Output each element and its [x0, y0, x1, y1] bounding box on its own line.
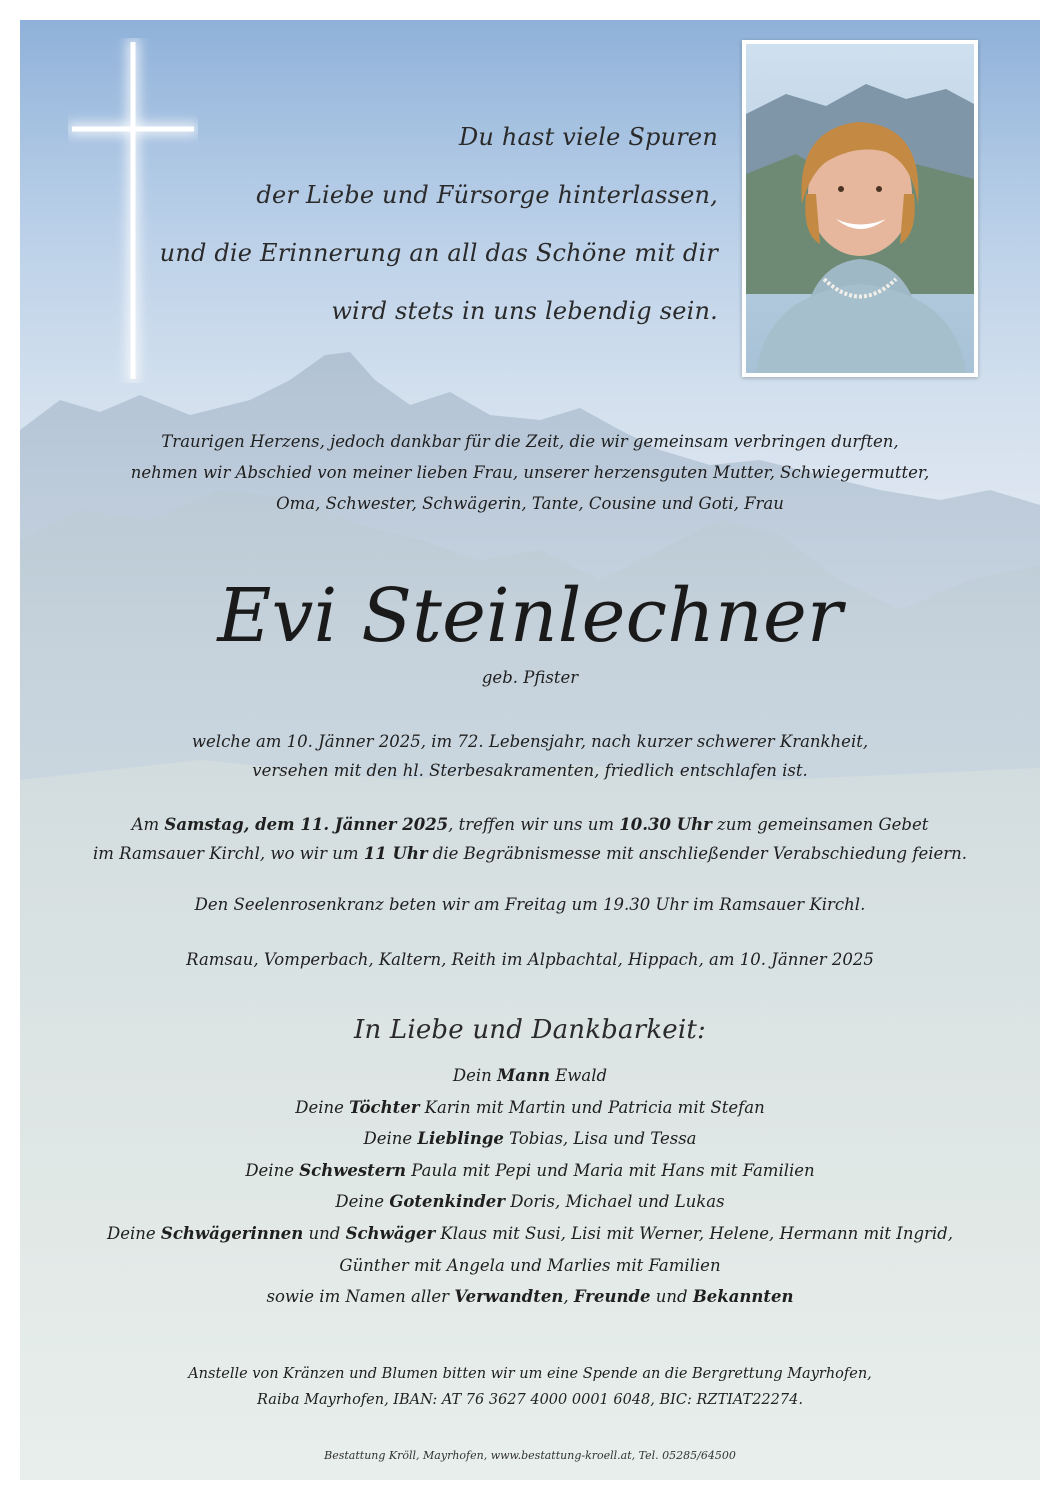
service-line-2 [20, 839, 1040, 868]
deceased-name: Evi Steinlechner [217, 573, 843, 659]
mourner-line: Günther mit Angela und Marlies mit Familien [339, 1255, 721, 1275]
relation: Schwestern [299, 1160, 406, 1180]
service-line-1 [20, 810, 1040, 839]
obituary-sheet [20, 20, 1040, 1480]
text: Deine [295, 1097, 350, 1117]
mourner-line [20, 1218, 1040, 1250]
intro-line: Oma, Schwester, Schwägerin, Tante, Cousine und Goti, Frau [276, 494, 784, 513]
mourner-line [20, 1155, 1040, 1187]
death-notice [20, 727, 1040, 785]
portrait-photo [746, 44, 974, 373]
thanks-heading: In Liebe und Dankbarkeit: [353, 1015, 707, 1045]
relation: Gotenkinder [389, 1192, 505, 1212]
quote-line: und die Erinnerung an all das Schöne mit dir [159, 239, 718, 267]
service-date: Samstag, dem 11. Jänner 2025 [164, 815, 449, 834]
memorial-quote [160, 108, 718, 340]
mourners-list [20, 1060, 1040, 1313]
relation: Schwäger [345, 1223, 436, 1243]
text: im Ramsauer Kirchl, wo wir um [92, 844, 364, 863]
text: , [563, 1287, 574, 1307]
text: zum gemeinsamen Gebet [711, 815, 929, 834]
quote-line: Du hast viele Spuren [458, 123, 718, 151]
mourner-line [20, 1123, 1040, 1155]
intro-line: Traurigen Herzens, jedoch dankbar für die Zeit, die wir gemeinsam verbringen durften, [161, 432, 899, 451]
text: Klaus mit Susi, Lisi mit Werner, Helene, Hermann mit Ingrid, [435, 1223, 953, 1243]
quote-line: wird stets in uns lebendig sein. [331, 297, 718, 325]
text: Doris, Michael und Lukas [504, 1192, 725, 1212]
text: Deine [107, 1223, 161, 1243]
donation-request [20, 1361, 1040, 1413]
relation: Freunde [573, 1287, 651, 1307]
funeral-home-footer: Bestattung Kröll, Mayrhofen, www.bestattung-kroell.at, Tel. 05285/64500 [324, 1449, 736, 1462]
intro-text [20, 426, 1040, 519]
relation: Lieblinge [417, 1129, 504, 1149]
text: Deine [245, 1160, 300, 1180]
birth-name: geb. Pfister [481, 668, 579, 687]
portrait-frame [742, 40, 978, 377]
mourner-line [20, 1092, 1040, 1124]
text: Karin mit Martin und Patricia mit Stefan [419, 1097, 765, 1117]
text: sowie im Namen aller [266, 1287, 455, 1307]
text: Paula mit Pepi und Maria mit Hans mit Familien [406, 1160, 815, 1180]
text: und [650, 1287, 693, 1307]
funeral-service-info [20, 810, 1040, 868]
quote-line: der Liebe und Fürsorge hinterlassen, [256, 181, 718, 209]
text: Am [131, 815, 165, 834]
mourner-line [20, 1060, 1040, 1092]
relation: Töchter [349, 1097, 420, 1117]
text: Tobias, Lisa und Tessa [503, 1129, 697, 1149]
mass-time: 11 Uhr [363, 844, 428, 863]
rosary-info: Den Seelenrosenkranz beten wir am Freitag um 19.30 Uhr im Ramsauer Kirchl. [194, 895, 866, 914]
text: , treffen wir uns um [448, 815, 620, 834]
service-time: 10.30 Uhr [619, 815, 712, 834]
donation-line: Raiba Mayrhofen, IBAN: AT 76 3627 4000 0001 6048, BIC: RZTIAT22274. [257, 1392, 803, 1408]
death-notice-line: versehen mit den hl. Sterbesakramenten, friedlich entschlafen ist. [252, 761, 808, 780]
mourner-line [20, 1281, 1040, 1313]
relation: Bekannten [692, 1287, 794, 1307]
text: und [303, 1223, 346, 1243]
intro-line: nehmen wir Abschied von meiner lieben Frau, unserer herzensguten Mutter, Schwiegermutter, [130, 463, 930, 482]
text: Deine [335, 1192, 390, 1212]
places-and-date: Ramsau, Vomperbach, Kaltern, Reith im Alpbachtal, Hippach, am 10. Jänner 2025 [186, 950, 874, 969]
mourner-line [20, 1186, 1040, 1218]
relation: Mann [497, 1066, 550, 1085]
text: Ewald [550, 1066, 608, 1085]
text: Deine [363, 1129, 418, 1149]
relation: Verwandten [454, 1287, 564, 1307]
death-notice-line: welche am 10. Jänner 2025, im 72. Lebensjahr, nach kurzer schwerer Krankheit, [191, 732, 869, 751]
donation-line: Anstelle von Kränzen und Blumen bitten wir um eine Spende an die Bergrettung Mayrhofen, [188, 1366, 872, 1382]
relation: Schwägerinnen [160, 1223, 304, 1243]
text: die Begräbnismesse mit anschließender Verabschiedung feiern. [427, 844, 968, 863]
text: Dein [452, 1066, 498, 1085]
